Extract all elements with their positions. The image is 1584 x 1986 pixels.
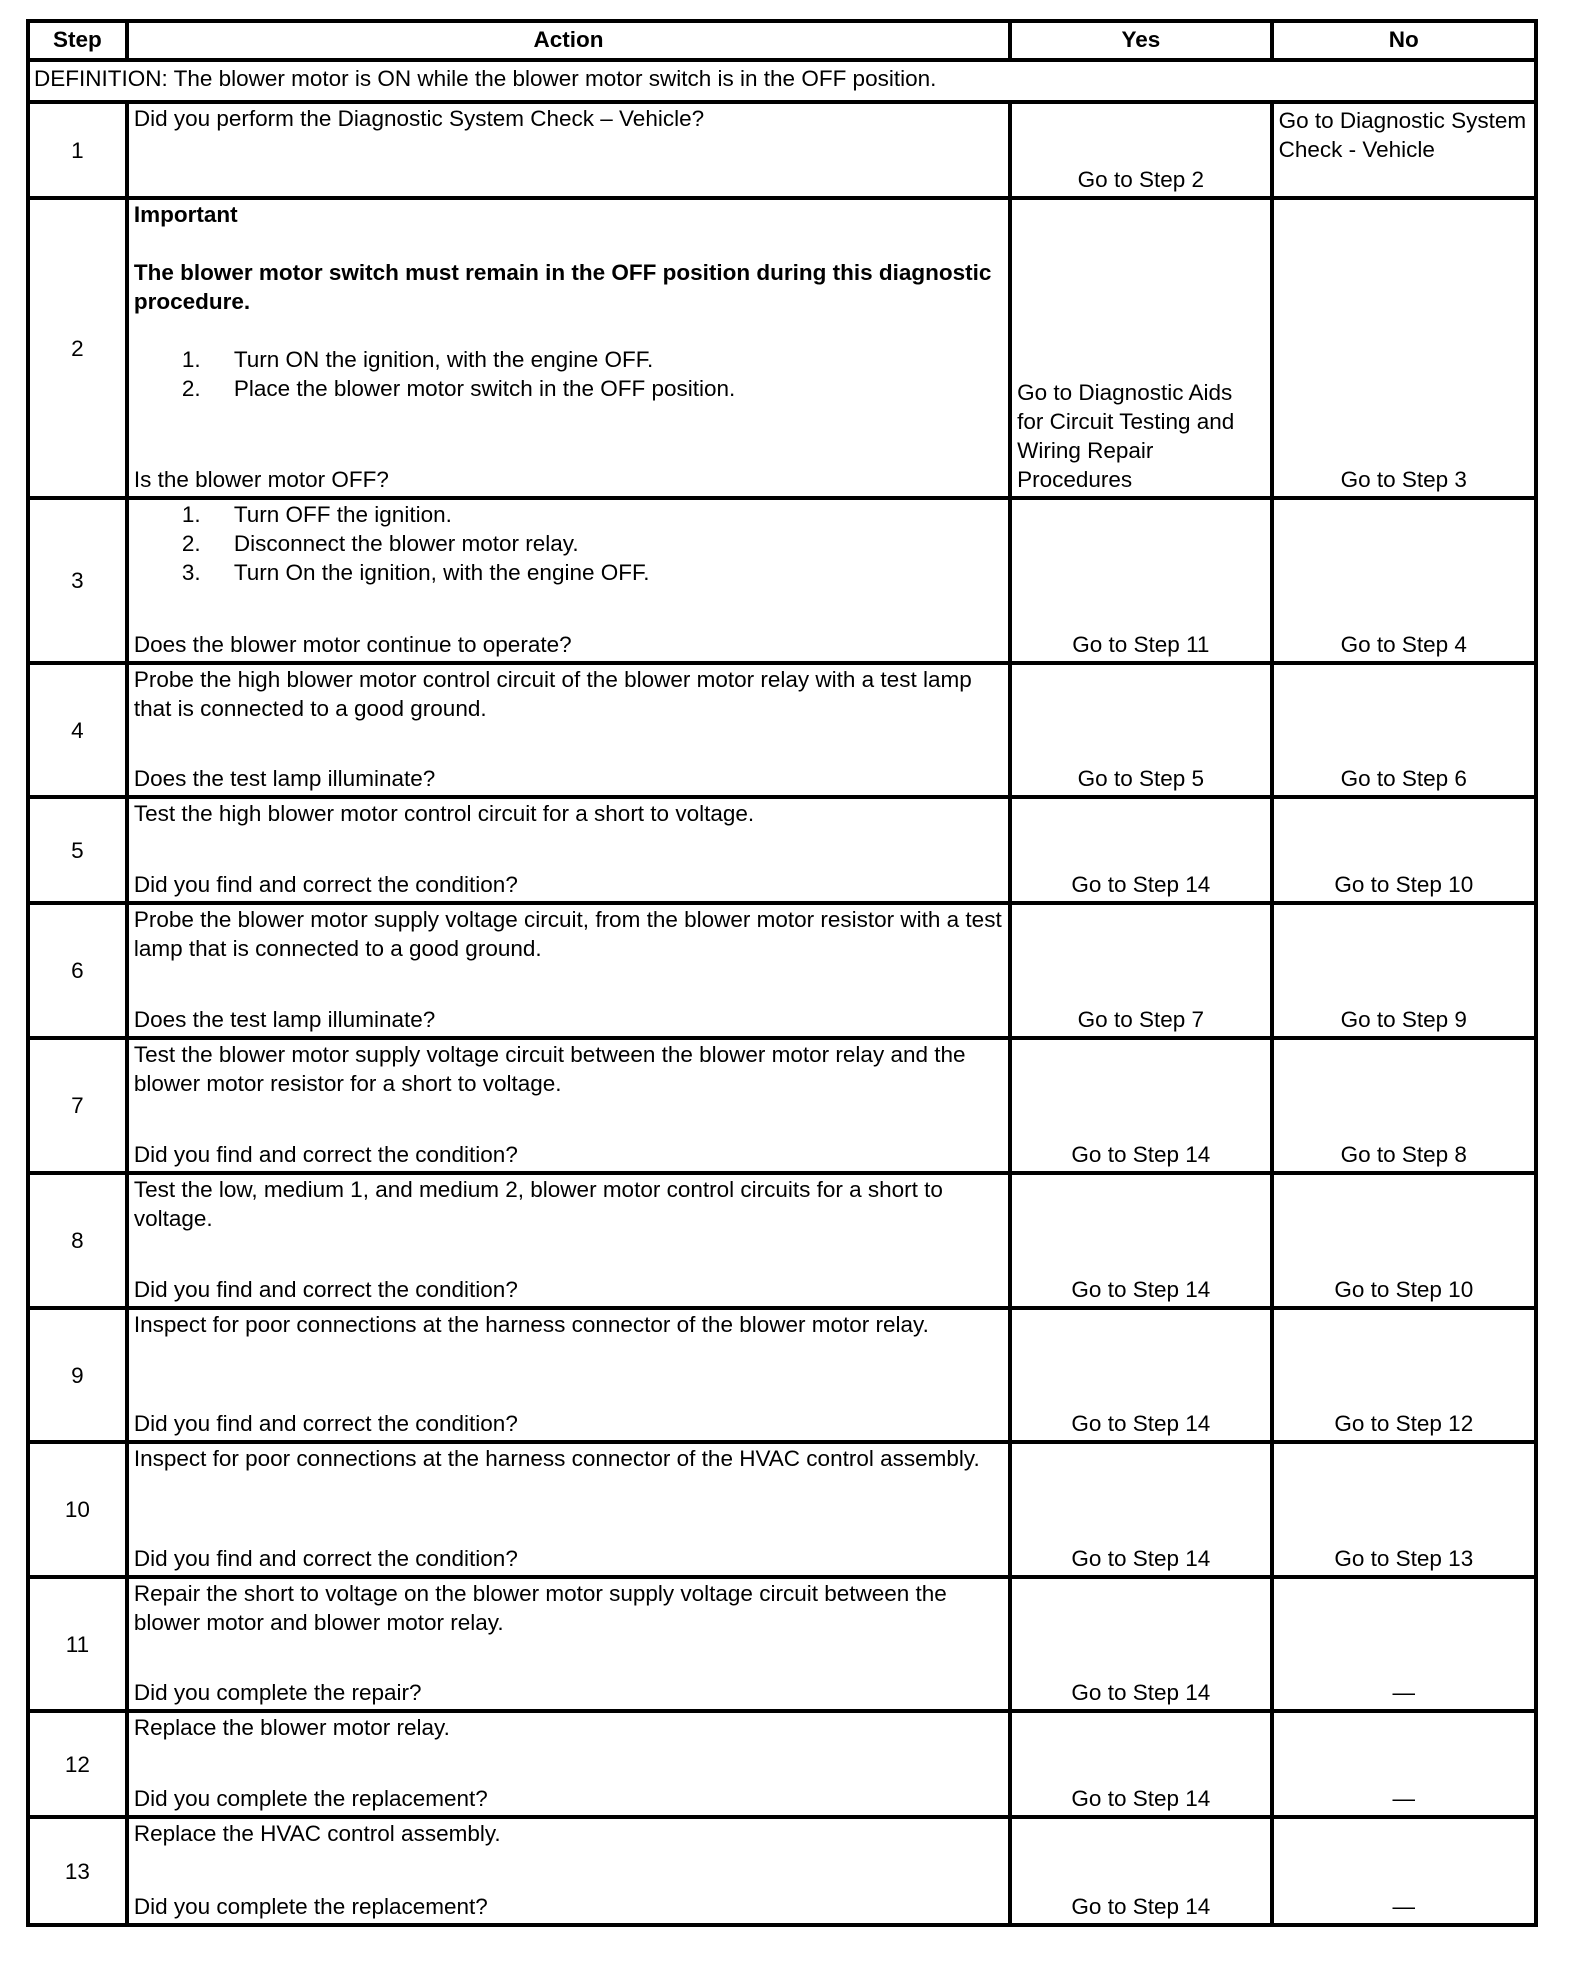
action-text: Did you perform the Diagnostic System Check – Vehicle? [133, 106, 705, 131]
no-result: Go to Step 13 [1272, 1442, 1536, 1577]
yes-result: Go to Step 2 [1010, 102, 1271, 198]
action-question: Did you find and correct the condition? [133, 1142, 518, 1167]
yes-result: Go to Step 14 [1010, 1577, 1271, 1711]
action-question: Did you find and correct the condition? [133, 872, 518, 897]
action-cell [127, 1577, 1010, 1711]
action-instructions [134, 1713, 1003, 1742]
procedure-item [134, 345, 1003, 374]
action-text: Probe the blower motor supply voltage circuit, from the blower motor resistor with a test lamp that is connected to a good ground. [133, 907, 1002, 961]
no-result: Go to Step 10 [1272, 797, 1536, 903]
no-result: — [1272, 1817, 1536, 1925]
definition-text: DEFINITION: The blower motor is ON while the blower motor switch is in the OFF position. [28, 60, 1536, 102]
yes-result: Go to Step 11 [1010, 498, 1271, 663]
header-step: Step [28, 21, 127, 60]
procedure-item [134, 374, 1003, 403]
no-result: Go to Diagnostic System Check - Vehicle [1272, 102, 1536, 198]
header-no: No [1272, 21, 1536, 60]
step-row [28, 663, 1536, 797]
step-row [28, 1442, 1536, 1577]
step-number: 3 [28, 498, 127, 663]
action-instructions [134, 1579, 1003, 1637]
step-row [28, 102, 1536, 198]
action-question: Did you complete the repair? [133, 1680, 422, 1705]
action-question: Does the test lamp illuminate? [133, 1007, 436, 1032]
step-row [28, 198, 1536, 498]
item-text: Place the blower motor switch in the OFF position. [233, 376, 736, 401]
action-cell [127, 663, 1010, 797]
important-note: Important [133, 202, 238, 227]
step-number: 9 [28, 1308, 127, 1442]
yes-result: Go to Step 14 [1010, 797, 1271, 903]
spacer [134, 316, 1003, 345]
step-row [28, 903, 1536, 1038]
yes-result: Go to Step 7 [1010, 903, 1271, 1038]
no-result: Go to Step 3 [1272, 198, 1536, 498]
no-result: Go to Step 6 [1272, 663, 1536, 797]
action-instructions [134, 1310, 1003, 1339]
action-instructions [134, 905, 1003, 963]
action-cell [127, 1817, 1010, 1925]
action-text: Replace the blower motor relay. [133, 1715, 450, 1740]
yes-result: Go to Step 14 [1010, 1173, 1271, 1308]
action-question: Does the blower motor continue to operate? [133, 632, 572, 657]
step-row [28, 797, 1536, 903]
item-text: Turn On the ignition, with the engine OFF. [233, 560, 650, 585]
action-instructions [134, 1040, 1003, 1098]
action-text: Test the high blower motor control circuit for a short to voltage. [133, 801, 755, 826]
action-cell [127, 102, 1010, 198]
step-number: 10 [28, 1442, 127, 1577]
step-number: 5 [28, 797, 127, 903]
step-row [28, 1308, 1536, 1442]
action-question: Is the blower motor OFF? [133, 467, 389, 492]
action-instructions [134, 1175, 1003, 1233]
item-text: Disconnect the blower motor relay. [233, 531, 579, 556]
item-number: 1. [181, 502, 201, 527]
action-question: Did you complete the replacement? [133, 1894, 488, 1919]
item-text: Turn ON the ignition, with the engine OFF. [233, 347, 654, 372]
action-cell [127, 498, 1010, 663]
item-number: 3. [181, 560, 201, 585]
step-row [28, 1711, 1536, 1817]
step-number: 12 [28, 1711, 127, 1817]
step-number: 11 [28, 1577, 127, 1711]
yes-result: Go to Step 14 [1010, 1817, 1271, 1925]
step-number: 2 [28, 198, 127, 498]
yes-result: Go to Step 14 [1010, 1308, 1271, 1442]
header-yes: Yes [1010, 21, 1271, 60]
action-question: Did you find and correct the condition? [133, 1277, 518, 1302]
important-note: The blower motor switch must remain in the OFF position during this diagnostic procedure. [133, 260, 992, 314]
action-cell [127, 1308, 1010, 1442]
action-question: Did you find and correct the condition? [133, 1411, 518, 1436]
action-instructions [134, 799, 1003, 828]
action-cell [127, 797, 1010, 903]
action-question: Does the test lamp illuminate? [133, 766, 436, 791]
no-result: Go to Step 12 [1272, 1308, 1536, 1442]
action-cell [127, 903, 1010, 1038]
item-number: 2. [181, 531, 201, 556]
header-row [28, 21, 1536, 60]
action-text: Test the low, medium 1, and medium 2, blower motor control circuits for a short to voltage. [133, 1177, 943, 1231]
item-text: Turn OFF the ignition. [233, 502, 452, 527]
step-number: 13 [28, 1817, 127, 1925]
step-number: 8 [28, 1173, 127, 1308]
step-row [28, 1038, 1536, 1173]
action-text: Test the blower motor supply voltage circuit between the blower motor relay and the blower motor resistor for a short to voltage. [133, 1042, 966, 1096]
no-result: Go to Step 8 [1272, 1038, 1536, 1173]
no-result: Go to Step 10 [1272, 1173, 1536, 1308]
yes-result: Go to Step 14 [1010, 1038, 1271, 1173]
action-text: Repair the short to voltage on the blower motor supply voltage circuit between the blower motor and blower motor relay. [133, 1581, 947, 1635]
step-number: 1 [28, 102, 127, 198]
yes-result: Go to Step 14 [1010, 1711, 1271, 1817]
action-cell [127, 1711, 1010, 1817]
step-row [28, 498, 1536, 663]
action-instructions [134, 200, 1003, 403]
no-result: — [1272, 1577, 1536, 1711]
step-number: 7 [28, 1038, 127, 1173]
action-cell [127, 1038, 1010, 1173]
action-instructions [134, 1444, 1003, 1473]
no-result: — [1272, 1711, 1536, 1817]
item-number: 1. [181, 347, 201, 372]
action-text: Inspect for poor connections at the harness connector of the HVAC control assembly. [133, 1446, 980, 1471]
action-cell [127, 198, 1010, 498]
step-row [28, 1577, 1536, 1711]
diagnostic-table [26, 19, 1538, 1927]
item-number: 2. [181, 376, 201, 401]
procedure-item [134, 500, 1003, 529]
action-text: Replace the HVAC control assembly. [133, 1821, 501, 1846]
action-text: Probe the high blower motor control circuit of the blower motor relay with a test lamp that is connected to a good ground. [133, 667, 972, 721]
yes-result: Go to Step 5 [1010, 663, 1271, 797]
action-text: Inspect for poor connections at the harness connector of the blower motor relay. [133, 1312, 929, 1337]
header-action: Action [127, 21, 1010, 60]
spacer [134, 229, 1003, 258]
procedure-item [134, 529, 1003, 558]
action-instructions [134, 1819, 1003, 1848]
action-instructions [134, 500, 1003, 587]
yes-result: Go to Step 14 [1010, 1442, 1271, 1577]
action-cell [127, 1173, 1010, 1308]
action-cell [127, 1442, 1010, 1577]
action-instructions [134, 104, 1003, 133]
procedure-item [134, 558, 1003, 587]
step-number: 4 [28, 663, 127, 797]
no-result: Go to Step 9 [1272, 903, 1536, 1038]
action-instructions [134, 665, 1003, 723]
action-question: Did you complete the replacement? [133, 1786, 488, 1811]
step-row [28, 1173, 1536, 1308]
no-result: Go to Step 4 [1272, 498, 1536, 663]
action-question: Did you find and correct the condition? [133, 1546, 518, 1571]
step-number: 6 [28, 903, 127, 1038]
definition-row [28, 60, 1536, 102]
yes-result: Go to Diagnostic Aids for Circuit Testing and Wiring Repair Procedures [1010, 198, 1271, 498]
step-row [28, 1817, 1536, 1925]
